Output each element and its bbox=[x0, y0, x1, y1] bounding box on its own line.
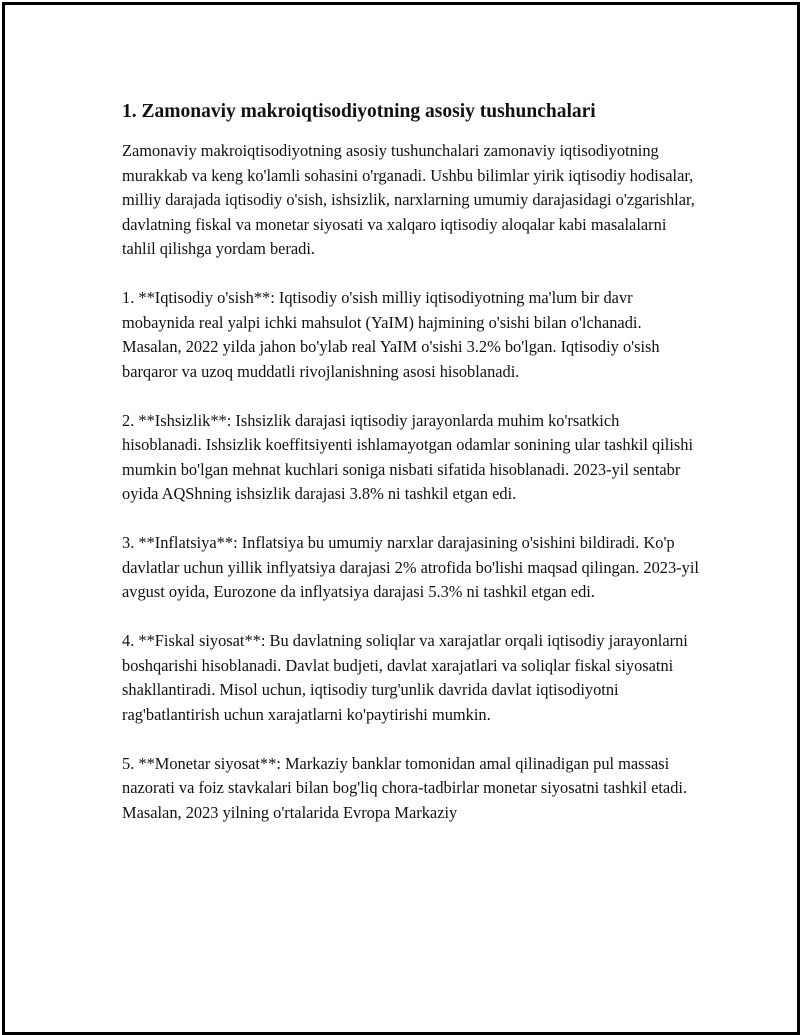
page-frame bbox=[2, 2, 800, 1035]
paragraph-monetary-policy: 5. **Monetar siyosat**: Markaziy banklar tomonidan amal qilinadigan pul massasi nazorati va foiz stavkalari bilan bog'liq chora-tadbirlar monetar siyosatni tashkil etadi. Masalan, 2023 yilning o'rtalarida Evropa Markaziy bbox=[122, 753, 688, 822]
paragraph-economic-growth: 1. **Iqtisodiy o'sish**: Iqtisodiy o'sish milliy iqtisodiyotning ma'lum bir davr mobaynida real yalpi ichki mahsulot (YaIM) hajmining o'sishi bilan o'lchanadi. Masalan, 2022 yilda jahon bo'ylab real YaIM o'sishi 3.2% bo'lgan. Iqtisodiy o'sish barqaror va uzoq muddatli rivojlanishning asosi hisoblanadi. bbox=[122, 288, 660, 381]
document-title: 1. Zamonaviy makroiqtisodiyotning asosiy tushunchalari bbox=[122, 101, 596, 122]
paragraph-inflation: 3. **Inflatsiya**: Inflatsiya bu umumiy narxlar darajasining o'sishini bildiradi. Ko'p davlatlar uchun yillik inflyatsiya darajasi 2% atrofida bo'lishi maqsad qilingan. 2023-yil avgust oyida, Eurozone da inflyatsiya darajasi 5.3% ni tashkil etgan edi. bbox=[122, 533, 699, 601]
paragraph-unemployment: 2. **Ishsizlik**: Ishsizlik darajasi iqtisodiy jarayonlarda muhim ko'rsatkich hisoblanadi. Ishsizlik koeffitsiyenti ishlamayotgan odamlar sonining ular tashkil qilishi mumkin bo'lgan mehnat kuchlari soniga nisbati sifatida hisoblanadi. 2023-yil sentabr oyida AQShning ishsizlik darajasi 3.8% ni tashkil etgan edi. bbox=[122, 410, 694, 503]
intro-paragraph: Zamonaviy makroiqtisodiyotning asosiy tushunchalari zamonaviy iqtisodiyotning murakkab va keng ko'lamli sohasini o'rganadi. Ushbu bilimlar yirik iqtisodiy hodisalar, milliy darajada iqtisodiy o'sish, ishsizlik, narxlarning umumiy darajasidagi o'zgarishlar, davlatning fiskal va monetar siyosati va xalqaro iqtisodiy aloqalar kabi masalalarni tahlil qilishga yordam beradi. bbox=[122, 141, 695, 258]
paragraph-fiscal-policy: 4. **Fiskal siyosat**: Bu davlatning soliqlar va xarajatlar orqali iqtisodiy jarayonlarni boshqarishi hisoblanadi. Davlat budjeti, davlat xarajatlari va soliqlar fiskal siyosatni shakllantiradi. Misol uchun, iqtisodiy turg'unlik davrida davlat iqtisodiyotni rag'batlantirish uchun xarajatlarni ko'paytirishi mumkin. bbox=[122, 631, 688, 724]
document-body bbox=[122, 99, 702, 850]
